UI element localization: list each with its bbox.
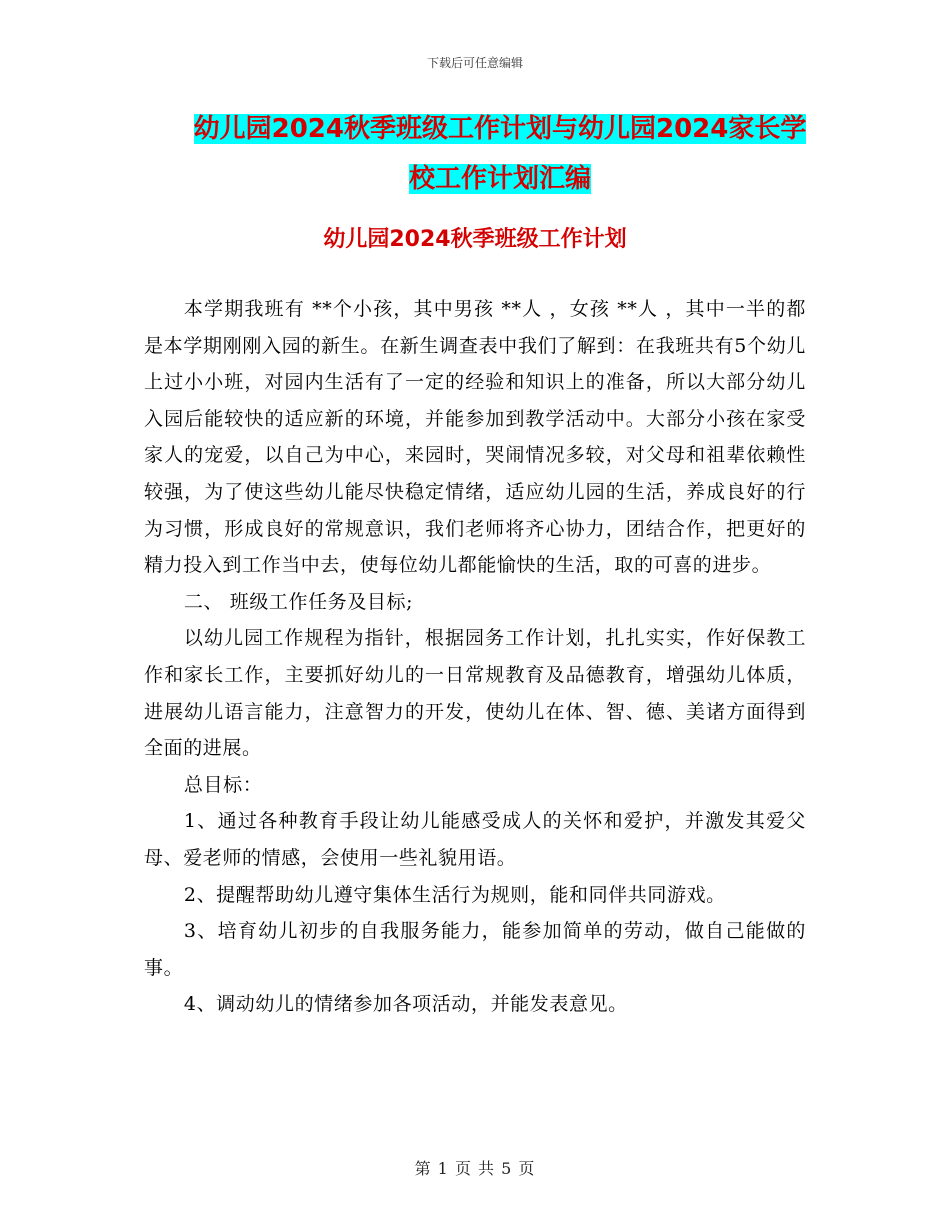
paragraph-heading-tasks: 二、 班级工作任务及目标; (183, 590, 414, 613)
document-title-line-1: 幼儿园2024秋季班级工作计划与幼儿园2024家长学 (193, 114, 807, 144)
paragraph-goal-4: 4、调动幼儿的情绪参加各项活动，并能发表意见。 (183, 993, 628, 1016)
document-title (190, 104, 810, 204)
paragraph-goal-3: 3、培育幼儿初步的自我服务能力，能参加简单的劳动，做自己能做的事。 (144, 920, 806, 979)
page-number-footer: 第 1 页 共 5 页 (414, 1159, 536, 1178)
page-header-note: 下载后可任意编辑 (426, 56, 523, 70)
document-body (144, 291, 806, 1023)
section-title: 幼儿园2024秋季班级工作计划 (323, 227, 627, 252)
paragraph-guidelines: 以幼儿园工作规程为指针，根据园务工作计划，扎扎实实，作好保教工作和家长工作，主要抓好幼儿的一日常规教育及品德教育，增强幼儿体质，进展幼儿语言能力，注意智力的开发，使幼儿在体、智、德、美诸方面得到全面的进展。 (144, 627, 806, 760)
paragraph-goal-2: 2、提醒帮助幼儿遵守集体生活行为规则，能和同伴共同游戏。 (183, 883, 726, 906)
paragraph-overall-goals: 总目标： (183, 773, 263, 796)
paragraph-intro: 本学期我班有 **个小孩，其中男孩 **人 ，女孩 **人 ，其中一半的都是本学期刚刚入园的新生。在新生调查表中我们了解到：在我班共有5个幼儿上过小小班，对园内生活有了一定的经验和知识上的准备，所以大部分幼儿入园后能较快的适应新的环境，并能参加到教学活动中。大部分小孩在家受家人的宠爱，以自己为中心，来园时，哭闹情况多较，对父母和祖辈依赖性较强，为了使这些幼儿能尽快稳定情绪，适应幼儿园的生活，养成良好的行为习惯，形成良好的常规意识，我们老师将齐心协力，团结合作，把更好的精力投入到工作当中去，使每位幼儿都能愉快的生活，取的可喜的进步。 (144, 298, 806, 577)
document-title-line-2: 校工作计划汇编 (408, 164, 591, 194)
paragraph-goal-1: 1、通过各种教育手段让幼儿能感受成人的关怀和爱护，并激发其爱父母、爱老师的情感，会使用一些礼貌用语。 (144, 810, 806, 869)
